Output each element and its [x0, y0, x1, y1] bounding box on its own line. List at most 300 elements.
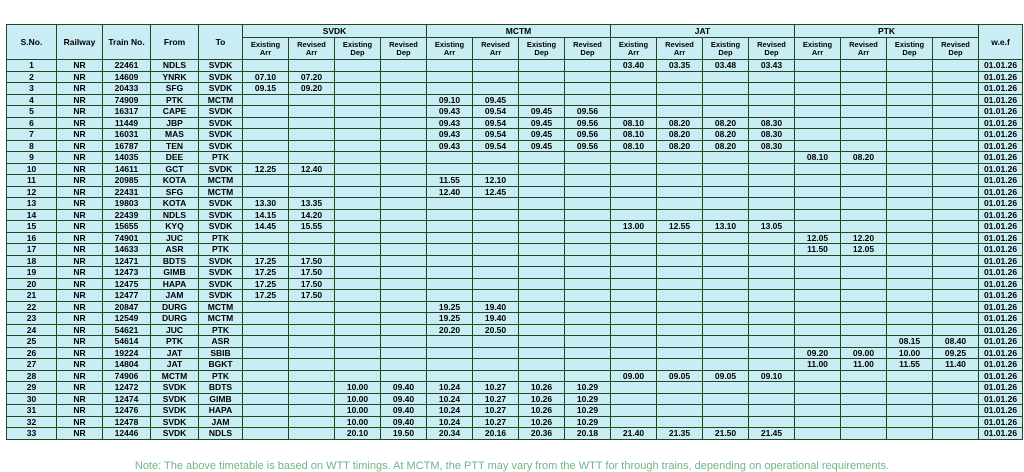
cell-time [289, 370, 335, 382]
cell-time [887, 416, 933, 428]
subheader-jat-existing-arr [611, 38, 657, 60]
subheader-line2: Dep [396, 47, 411, 57]
cell-to: PTK [199, 370, 243, 382]
table-row [7, 267, 1023, 279]
cell-time [427, 60, 473, 72]
cell-time [657, 313, 703, 325]
cell-time: 21.50 [703, 428, 749, 440]
cell-time: 09.43 [427, 117, 473, 129]
cell-time [289, 152, 335, 164]
cell-time [565, 71, 611, 83]
cell-time [703, 94, 749, 106]
cell-time [703, 290, 749, 302]
cell-time [473, 83, 519, 95]
cell-time: 12.05 [841, 244, 887, 256]
cell-time [335, 186, 381, 198]
cell-time [243, 359, 289, 371]
cell-time [933, 255, 979, 267]
cell-time [841, 393, 887, 405]
cell-time [289, 416, 335, 428]
cell-time [519, 370, 565, 382]
cell-time [611, 416, 657, 428]
cell-time [795, 186, 841, 198]
cell-sno: 1 [7, 60, 57, 72]
cell-from: SVDK [151, 393, 199, 405]
cell-wef: 01.01.26 [979, 416, 1023, 428]
cell-time [381, 209, 427, 221]
table-row [7, 393, 1023, 405]
subheader-line2: Dep [534, 47, 549, 57]
cell-wef: 01.01.26 [979, 324, 1023, 336]
cell-time [243, 175, 289, 187]
cell-time: 14.45 [243, 221, 289, 233]
cell-time [335, 209, 381, 221]
cell-time [703, 209, 749, 221]
cell-sno: 5 [7, 106, 57, 118]
cell-time [841, 290, 887, 302]
cell-time [887, 370, 933, 382]
cell-time [427, 209, 473, 221]
cell-time [887, 313, 933, 325]
cell-time: 17.50 [289, 290, 335, 302]
cell-sno: 16 [7, 232, 57, 244]
cell-time [243, 152, 289, 164]
cell-time: 09.54 [473, 117, 519, 129]
cell-time [749, 244, 795, 256]
cell-from: HAPA [151, 278, 199, 290]
cell-time: 09.10 [749, 370, 795, 382]
cell-time [289, 244, 335, 256]
cell-time [887, 186, 933, 198]
cell-time [841, 163, 887, 175]
cell-time: 09.45 [519, 106, 565, 118]
cell-wef: 01.01.26 [979, 186, 1023, 198]
cell-time [335, 267, 381, 279]
subheader-line2: Arr [489, 47, 502, 57]
cell-time [473, 347, 519, 359]
cell-time [703, 393, 749, 405]
cell-sno: 19 [7, 267, 57, 279]
cell-time: 10.27 [473, 416, 519, 428]
cell-time [519, 301, 565, 313]
cell-train-no: 22431 [103, 186, 151, 198]
table-row [7, 324, 1023, 336]
cell-time [427, 198, 473, 210]
cell-time [427, 221, 473, 233]
cell-time: 08.20 [657, 117, 703, 129]
cell-wef: 01.01.26 [979, 347, 1023, 359]
cell-time: 10.27 [473, 382, 519, 394]
cell-train-no: 14611 [103, 163, 151, 175]
table-row [7, 244, 1023, 256]
table-row [7, 83, 1023, 95]
table-row [7, 405, 1023, 417]
header-station-jat: JAT [611, 25, 795, 38]
cell-time [381, 336, 427, 348]
cell-time: 11.00 [795, 359, 841, 371]
cell-time [519, 278, 565, 290]
cell-time [565, 60, 611, 72]
cell-time [749, 382, 795, 394]
cell-time [703, 416, 749, 428]
cell-time [749, 71, 795, 83]
cell-to: SVDK [199, 60, 243, 72]
cell-from: SFG [151, 83, 199, 95]
cell-time: 21.40 [611, 428, 657, 440]
cell-time [473, 370, 519, 382]
cell-time: 12.25 [243, 163, 289, 175]
cell-sno: 28 [7, 370, 57, 382]
cell-time [381, 290, 427, 302]
cell-time [657, 232, 703, 244]
cell-railway: NR [57, 140, 103, 152]
cell-time [611, 393, 657, 405]
cell-time [611, 94, 657, 106]
table-row [7, 94, 1023, 106]
cell-time [703, 152, 749, 164]
cell-time [657, 209, 703, 221]
cell-from: JAT [151, 347, 199, 359]
cell-time [657, 324, 703, 336]
cell-time: 09.05 [657, 370, 703, 382]
cell-time [335, 129, 381, 141]
cell-to: SVDK [199, 71, 243, 83]
cell-time: 19.40 [473, 301, 519, 313]
cell-from: KOTA [151, 175, 199, 187]
cell-time [887, 428, 933, 440]
cell-time [473, 336, 519, 348]
cell-time [473, 209, 519, 221]
cell-time [611, 255, 657, 267]
table-row [7, 382, 1023, 394]
cell-wef: 01.01.26 [979, 244, 1023, 256]
cell-time [289, 347, 335, 359]
cell-time [289, 336, 335, 348]
cell-time [749, 393, 795, 405]
cell-wef: 01.01.26 [979, 221, 1023, 233]
cell-time [749, 83, 795, 95]
cell-to: BGKT [199, 359, 243, 371]
cell-time [473, 198, 519, 210]
cell-time [243, 232, 289, 244]
cell-wef: 01.01.26 [979, 428, 1023, 440]
cell-to: MCTM [199, 313, 243, 325]
cell-time [703, 255, 749, 267]
cell-railway: NR [57, 117, 103, 129]
cell-railway: NR [57, 244, 103, 256]
cell-time [381, 117, 427, 129]
cell-wef: 01.01.26 [979, 175, 1023, 187]
cell-wef: 01.01.26 [979, 117, 1023, 129]
cell-time [381, 244, 427, 256]
cell-time [427, 359, 473, 371]
cell-time [381, 83, 427, 95]
subheader-line2: Dep [350, 47, 365, 57]
cell-time: 10.00 [335, 382, 381, 394]
cell-time [887, 324, 933, 336]
cell-train-no: 12473 [103, 267, 151, 279]
cell-time [611, 163, 657, 175]
cell-time [519, 83, 565, 95]
cell-time [841, 405, 887, 417]
cell-time [749, 405, 795, 417]
cell-time [565, 209, 611, 221]
cell-wef: 01.01.26 [979, 83, 1023, 95]
cell-time [795, 221, 841, 233]
cell-time: 09.56 [565, 117, 611, 129]
cell-wef: 01.01.26 [979, 60, 1023, 72]
header-wef: w.e.f [979, 25, 1023, 60]
subheader-line2: Arr [673, 47, 686, 57]
cell-time [289, 140, 335, 152]
cell-time [887, 140, 933, 152]
cell-train-no: 12474 [103, 393, 151, 405]
cell-time [381, 198, 427, 210]
cell-time [887, 129, 933, 141]
cell-from: JAM [151, 290, 199, 302]
cell-time [473, 163, 519, 175]
cell-time [611, 405, 657, 417]
cell-time [519, 94, 565, 106]
cell-time: 09.15 [243, 83, 289, 95]
cell-time [749, 278, 795, 290]
cell-time [933, 221, 979, 233]
cell-time [243, 313, 289, 325]
cell-from: SVDK [151, 416, 199, 428]
cell-time [335, 106, 381, 118]
subheader-line2: Dep [902, 47, 917, 57]
table-row [7, 152, 1023, 164]
cell-time [381, 186, 427, 198]
cell-train-no: 20433 [103, 83, 151, 95]
cell-time [657, 336, 703, 348]
cell-wef: 01.01.26 [979, 370, 1023, 382]
cell-time [565, 336, 611, 348]
cell-time [657, 301, 703, 313]
cell-wef: 01.01.26 [979, 382, 1023, 394]
cell-time [335, 152, 381, 164]
cell-time: 08.20 [657, 140, 703, 152]
cell-time: 08.30 [749, 129, 795, 141]
cell-time [657, 175, 703, 187]
cell-railway: NR [57, 83, 103, 95]
cell-railway: NR [57, 232, 103, 244]
cell-train-no: 12549 [103, 313, 151, 325]
cell-time [565, 163, 611, 175]
subheader-line1: Existing [802, 39, 833, 49]
cell-train-no: 22461 [103, 60, 151, 72]
header-train-no: Train No. [103, 25, 151, 60]
cell-time: 13.10 [703, 221, 749, 233]
cell-train-no: 16317 [103, 106, 151, 118]
cell-time [565, 324, 611, 336]
cell-time: 12.55 [657, 221, 703, 233]
cell-time [933, 405, 979, 417]
cell-time [933, 106, 979, 118]
header-to: To [199, 25, 243, 60]
cell-sno: 20 [7, 278, 57, 290]
cell-to: PTK [199, 232, 243, 244]
cell-time [657, 83, 703, 95]
cell-time [243, 405, 289, 417]
cell-time [519, 347, 565, 359]
cell-time [335, 324, 381, 336]
cell-time: 09.00 [611, 370, 657, 382]
cell-wef: 01.01.26 [979, 209, 1023, 221]
cell-time [703, 198, 749, 210]
cell-time [703, 106, 749, 118]
cell-time: 21.35 [657, 428, 703, 440]
cell-time [519, 290, 565, 302]
cell-time: 10.00 [887, 347, 933, 359]
cell-railway: NR [57, 255, 103, 267]
cell-to: SVDK [199, 83, 243, 95]
cell-from: DURG [151, 313, 199, 325]
cell-time [933, 267, 979, 279]
cell-time [519, 232, 565, 244]
cell-time [611, 278, 657, 290]
cell-time: 08.10 [611, 140, 657, 152]
cell-time: 09.56 [565, 106, 611, 118]
cell-time: 09.45 [519, 129, 565, 141]
cell-time [381, 71, 427, 83]
cell-time [289, 393, 335, 405]
cell-time [243, 416, 289, 428]
cell-time [243, 60, 289, 72]
cell-time [611, 186, 657, 198]
cell-time [289, 428, 335, 440]
cell-time [611, 324, 657, 336]
cell-to: MCTM [199, 301, 243, 313]
cell-time [933, 129, 979, 141]
cell-train-no: 12475 [103, 278, 151, 290]
subheader-line1: Revised [389, 39, 418, 49]
cell-time [565, 267, 611, 279]
cell-time [841, 370, 887, 382]
subheader-line2: Arr [443, 47, 456, 57]
cell-time: 10.24 [427, 416, 473, 428]
cell-time [289, 186, 335, 198]
subheader-line2: Arr [259, 47, 272, 57]
cell-time [795, 117, 841, 129]
cell-time [703, 163, 749, 175]
cell-time [565, 232, 611, 244]
cell-time [657, 94, 703, 106]
cell-time [657, 152, 703, 164]
cell-time [473, 290, 519, 302]
cell-time [795, 382, 841, 394]
cell-time: 14.15 [243, 209, 289, 221]
cell-time [381, 60, 427, 72]
cell-railway: NR [57, 209, 103, 221]
cell-time [519, 152, 565, 164]
cell-time: 08.15 [887, 336, 933, 348]
cell-railway: NR [57, 313, 103, 325]
cell-sno: 26 [7, 347, 57, 359]
cell-railway: NR [57, 347, 103, 359]
cell-time [427, 267, 473, 279]
cell-time [519, 267, 565, 279]
subheader-line2: Dep [764, 47, 779, 57]
cell-time [841, 324, 887, 336]
cell-time [565, 359, 611, 371]
cell-time [381, 278, 427, 290]
cell-wef: 01.01.26 [979, 278, 1023, 290]
cell-to: SVDK [199, 209, 243, 221]
cell-time [703, 382, 749, 394]
table-row [7, 117, 1023, 129]
cell-time [519, 336, 565, 348]
cell-time [749, 106, 795, 118]
cell-time [381, 255, 427, 267]
subheader-ptk-revised-dep [933, 38, 979, 60]
cell-train-no: 54621 [103, 324, 151, 336]
cell-wef: 01.01.26 [979, 290, 1023, 302]
table-row [7, 359, 1023, 371]
cell-time [611, 71, 657, 83]
cell-time [749, 416, 795, 428]
cell-time: 17.25 [243, 278, 289, 290]
cell-time [795, 324, 841, 336]
cell-time [703, 267, 749, 279]
subheader-jat-existing-dep [703, 38, 749, 60]
cell-time [887, 221, 933, 233]
subheader-svdk-revised-dep [381, 38, 427, 60]
subheader-line1: Existing [434, 39, 465, 49]
cell-time [749, 198, 795, 210]
cell-time [243, 106, 289, 118]
cell-sno: 7 [7, 129, 57, 141]
subheader-ptk-revised-arr [841, 38, 887, 60]
cell-time [703, 405, 749, 417]
cell-time [749, 324, 795, 336]
cell-time [657, 393, 703, 405]
cell-time: 03.35 [657, 60, 703, 72]
cell-time [243, 393, 289, 405]
cell-time: 07.10 [243, 71, 289, 83]
cell-time: 09.40 [381, 416, 427, 428]
cell-time [795, 393, 841, 405]
cell-time [841, 186, 887, 198]
cell-time: 20.20 [427, 324, 473, 336]
cell-time [473, 71, 519, 83]
cell-time [933, 60, 979, 72]
cell-time [795, 290, 841, 302]
cell-time [381, 359, 427, 371]
subheader-ptk-existing-arr [795, 38, 841, 60]
cell-time [289, 129, 335, 141]
cell-time [933, 163, 979, 175]
cell-time: 09.20 [289, 83, 335, 95]
cell-time: 09.43 [427, 129, 473, 141]
cell-to: SVDK [199, 290, 243, 302]
cell-time [611, 301, 657, 313]
cell-time [933, 313, 979, 325]
cell-time [473, 255, 519, 267]
cell-time [841, 129, 887, 141]
cell-to: GIMB [199, 393, 243, 405]
cell-time: 12.40 [289, 163, 335, 175]
cell-time: 10.00 [335, 405, 381, 417]
cell-sno: 25 [7, 336, 57, 348]
cell-time [887, 209, 933, 221]
cell-train-no: 11449 [103, 117, 151, 129]
cell-from: CAPE [151, 106, 199, 118]
cell-time [519, 175, 565, 187]
cell-time [335, 94, 381, 106]
cell-time: 10.24 [427, 382, 473, 394]
cell-time [519, 198, 565, 210]
